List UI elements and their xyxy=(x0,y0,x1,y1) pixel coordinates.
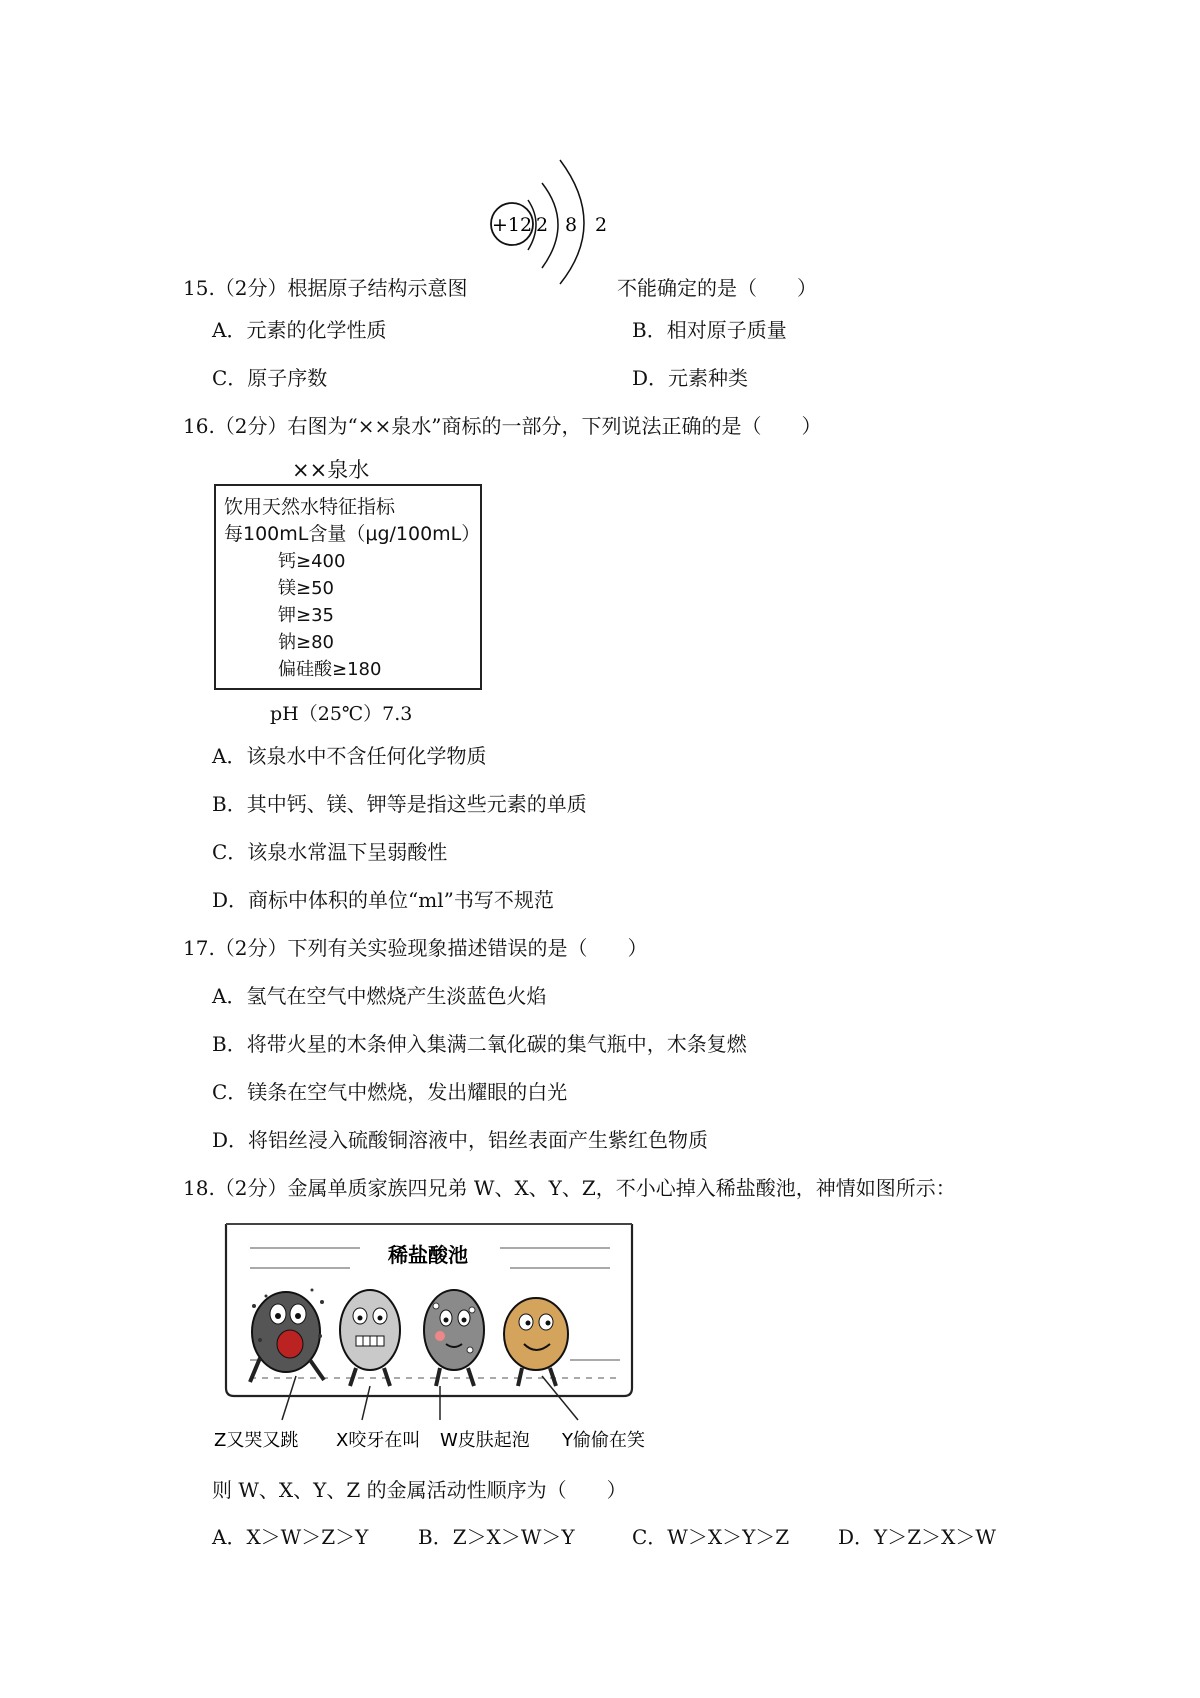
q16-stem: 16.（2分）右图为“××泉水”商标的一部分，下列说法正确的是（ ） xyxy=(183,414,822,438)
water-label-box xyxy=(214,484,482,690)
q15-stem-start: 15.（2分）根据原子结构示意图 xyxy=(183,276,468,300)
q18-stem: 18.（2分）金属单质家族四兄弟 W、X、Y、Z，不小心掉入稀盐酸池，神情如图所示： xyxy=(183,1176,956,1200)
q17-option-a: A．氢气在空气中燃烧产生淡蓝色火焰 xyxy=(212,984,547,1008)
q16-option-b: B．其中钙、镁、钾等是指这些元素的单质 xyxy=(212,792,587,816)
caption-x: X咬牙在叫 xyxy=(336,1430,421,1451)
q17-option-c: C．镁条在空气中燃烧，发出耀眼的白光 xyxy=(212,1080,568,1104)
q15-option-a: A．元素的化学性质 xyxy=(212,318,387,342)
q17-option-b: B．将带火星的木条伸入集满二氧化碳的集气瓶中，木条复燃 xyxy=(212,1032,747,1056)
shell-electrons-1: 2 xyxy=(535,214,549,236)
q16-option-d: D．商标中体积的单位“ml”书写不规范 xyxy=(212,888,554,912)
q18-option-d: D．Y＞Z＞X＞W xyxy=(838,1525,996,1549)
caption-z: Z又哭又跳 xyxy=(214,1430,299,1451)
q15-stem-end: 不能确定的是（ ） xyxy=(617,276,817,300)
q18-option-a: A．X＞W＞Z＞Y xyxy=(212,1525,369,1549)
q16-option-c: C．该泉水常温下呈弱酸性 xyxy=(212,840,448,864)
q17-option-d: D．将铝丝浸入硫酸铜溶液中，铝丝表面产生紫红色物质 xyxy=(212,1128,709,1152)
q16-option-a: A．该泉水中不含任何化学物质 xyxy=(212,744,487,768)
label-heading: 饮用天然水特征指标 xyxy=(224,496,396,518)
caption-w: W皮肤起泡 xyxy=(440,1430,530,1451)
label-content-unit: 每100mL含量（μg/100mL） xyxy=(224,523,481,545)
label-sodium: 钠≥80 xyxy=(278,632,334,653)
label-calcium: 钙≥400 xyxy=(278,551,346,572)
q15-option-b: B．相对原子质量 xyxy=(632,318,787,342)
water-label-title: ××泉水 xyxy=(292,458,370,482)
q15-option-c: C．原子序数 xyxy=(212,366,328,390)
metal-x-character xyxy=(340,1290,400,1386)
metal-z-character xyxy=(250,1289,324,1383)
nucleus-charge: +12 xyxy=(491,214,533,236)
q18-option-b: B．Z＞X＞W＞Y xyxy=(418,1525,575,1549)
acid-pool-figure xyxy=(200,1210,660,1460)
shell-electrons-2: 8 xyxy=(564,214,578,236)
shell-electrons-3: 2 xyxy=(594,214,608,236)
label-potassium: 钾≥35 xyxy=(278,605,334,626)
caption-y: Y偷偷在笑 xyxy=(562,1430,645,1451)
metal-y-character xyxy=(504,1298,568,1386)
metal-w-character xyxy=(424,1290,484,1386)
label-magnesium: 镁≥50 xyxy=(278,578,334,599)
q15-option-d: D．元素种类 xyxy=(632,366,749,390)
water-label-ph: pH（25℃）7.3 xyxy=(270,703,413,725)
acid-pool-label: 稀盐酸池 xyxy=(388,1243,468,1267)
q18-question: 则 W、X、Y、Z 的金属活动性顺序为（ ） xyxy=(212,1478,627,1502)
label-metasilicic-acid: 偏硅酸≥180 xyxy=(278,659,382,680)
q17-stem: 17.（2分）下列有关实验现象描述错误的是（ ） xyxy=(183,936,648,960)
q18-option-c: C．W＞X＞Y＞Z xyxy=(632,1525,790,1549)
caption-pointer-lines xyxy=(282,1376,578,1420)
atom-structure-diagram xyxy=(482,150,622,290)
